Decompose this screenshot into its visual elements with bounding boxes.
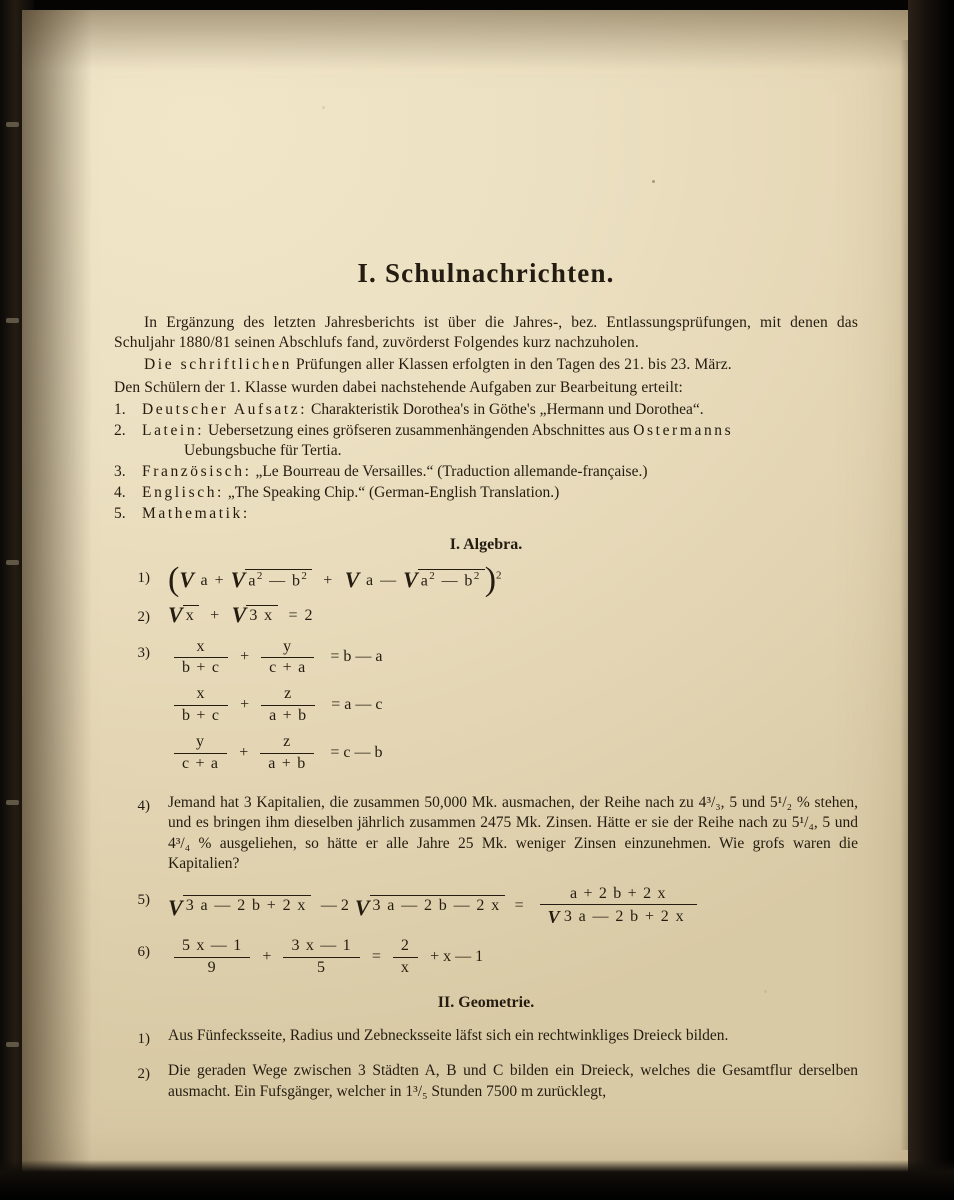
problem-number: 1) — [137, 1030, 150, 1047]
list-item — [114, 504, 858, 524]
gutter-shadow — [22, 10, 92, 1178]
section-heading-algebra: I. Algebra. — [449, 535, 523, 553]
problem-text-4: Jemand hat 3 Kapitalien, die zusammen 50,000 Mk. ausmachen, der Reihe nach zu 4³/₃, 5 und 5¹/₂ % stehen, und es bringen ihm dieselben jährlich zusammen 2475 Mk. Zinsen. Hätte er sie der Reihe nach zu 5¹/₄, 5 und 4³/₄ % ausgeliehen, so hätte er alle Jahre 25 Mk. weniger Zinsen einzunehmen. Wie grofs waren die Kapitalien? — [168, 793, 858, 873]
problem-number: 2) — [137, 1066, 150, 1083]
list-item — [114, 462, 858, 482]
list-item-label: Latein: — [142, 421, 205, 439]
paper-speck — [322, 106, 325, 109]
list-item-text: Uebersetzung eines gröfseren zusammenhängenden Abschnittes aus — [207, 421, 630, 439]
bottom-page-edge-shadow — [0, 1160, 954, 1200]
equation-line: $\frac{x}{b + c}$ + $\frac{z}{a + b}$ = a — c — [168, 685, 858, 725]
list-item-number: 1. — [114, 400, 126, 418]
equation-line: $\frac{y}{c + a}$ + $\frac{z}{a + b}$ = c — b — [168, 733, 858, 773]
book-page — [22, 10, 914, 1178]
list-item-number: 3. — [114, 463, 126, 481]
equation-row-6 — [114, 937, 858, 977]
list-item-label-secondary: Ostermanns — [633, 421, 734, 439]
paper-speck — [764, 990, 767, 993]
equation-body: (V a + V $a^2$ — $b^2 + V$ a — V $a^2$ — $b^2$ )$^2$ — [168, 561, 502, 599]
section-heading-geometrie: II. Geometrie. — [437, 993, 535, 1011]
assignment-list — [114, 400, 858, 525]
equation-row-4 — [114, 791, 858, 875]
intro-spaced-phrase: Die schriftlichen — [144, 356, 292, 374]
list-item-text: „The Speaking Chip.“ (German-English Translation.) — [227, 484, 560, 502]
list-item-text: „Le Bourreau de Versailles.“ (Traduction allemande-française.) — [255, 463, 648, 481]
intro-paragraph-2: Die schriftlichen Prüfungen aller Klassen erfolgten in den Tagen des 21. bis 23. März. — [144, 356, 732, 374]
list-item — [114, 421, 858, 461]
page-content — [114, 256, 858, 1112]
problem-text: Die geraden Wege zwischen 3 Städten A, B und C bilden ein Dreieck, welches die Gesamtflur derselben ausmacht. Ein Fufsgänger, welcher in 1³/₅ Stunden 7500 m zurücklegt, — [168, 1062, 858, 1100]
equation-row-5 — [114, 885, 858, 927]
equation-body: V 3 a — 2 b + 2 x — 2 V 3 a — 2 b — 2 x = $\frac{a + 2 b + 2 x}{V 3 a — 2 b + 2 x}$ — [168, 885, 858, 927]
equation-number: 2) — [137, 609, 150, 626]
equation-number: 6) — [137, 944, 150, 961]
problem-text: Aus Fünfecksseite, Radius und Zebnecksseite läfst sich ein rechtwinkliges Dreieck bilden. — [168, 1026, 729, 1044]
geometry-row-2 — [114, 1059, 858, 1102]
page-title: I. Schulnachrichten. — [357, 258, 615, 288]
equation-body — [168, 638, 858, 781]
intro-paragraph-3: Den Schülern der 1. Klasse wurden dabei nachstehende Aufgaben zur Bearbeitung erteilt: — [114, 378, 683, 396]
list-item — [114, 400, 858, 420]
equation-row-1 — [114, 561, 858, 599]
list-item-label: Englisch: — [142, 484, 224, 502]
geometry-row-1 — [114, 1024, 858, 1050]
list-item-number: 5. — [114, 505, 126, 523]
equation-body: V x + V 3 x = 2 — [168, 602, 315, 628]
equation-number: 4) — [137, 797, 150, 814]
list-item — [114, 483, 858, 503]
intro-paragraph-1: In Ergänzung des letzten Jahresberichts ist über die Jahres-, bez. Entlassungsprüfungen, mit denen das Schuljahr 1880/81 seinen Abschlufs fand, zuvörderst Folgendes kurz nachzuholen. — [114, 314, 858, 352]
list-item-text: Charakteristik Dorothea's in Göthe's „Hermann und Dorothea“. — [311, 400, 704, 418]
right-page-edge-shadow — [908, 0, 954, 1200]
equation-number: 1) — [137, 570, 150, 587]
list-item-label: Mathematik: — [142, 505, 250, 523]
list-item-label: Französisch: — [142, 463, 252, 481]
equation-body: $\frac{5 x — 1}{9}$ + $\frac{3 x — 1}{5}$ = $\frac{2}{x}$ + x — 1 — [168, 937, 858, 977]
equation-number: 3) — [137, 644, 150, 661]
equation-line: $\frac{x}{b + c}$ + $\frac{y}{c + a}$ = b — a — [168, 638, 858, 678]
list-item-number: 4. — [114, 484, 126, 502]
top-shadow — [22, 10, 914, 70]
paper-speck — [652, 180, 655, 183]
list-item-text-continued: Uebungsbuche für Tertia. — [184, 441, 342, 459]
equation-row-2 — [114, 602, 858, 628]
equation-number: 5) — [137, 891, 150, 908]
list-item-label: Deutscher Aufsatz: — [142, 400, 308, 418]
list-item-number: 2. — [114, 421, 126, 439]
equation-row-3 — [114, 638, 858, 781]
